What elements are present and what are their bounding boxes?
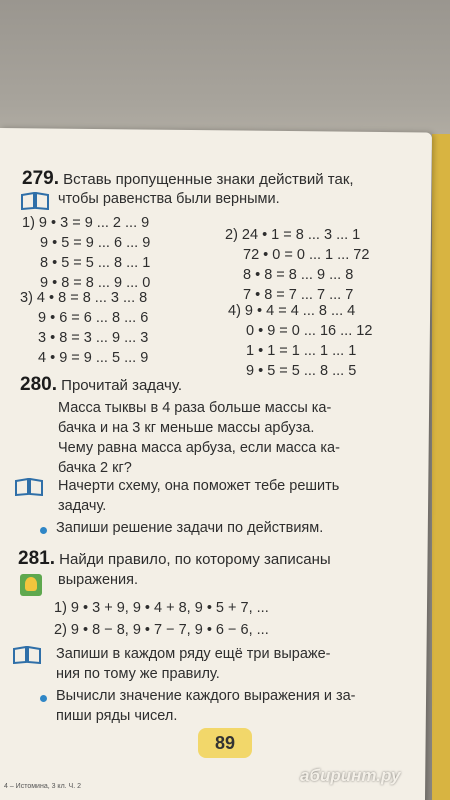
bullet-icon (40, 527, 47, 534)
task-280-number: 280. (20, 374, 57, 395)
task-280-body-1: Масса тыквы в 4 раза больше массы ка- (58, 400, 332, 416)
task-279-expr-1-1: 1) 9 • 3 = 9 ... 2 ... 9 (22, 215, 150, 231)
task-279-number: 279. (22, 168, 59, 189)
task-281-bullet-2: пиши ряды чисел. (56, 708, 178, 724)
task-279-expr-4-4: 9 • 5 = 5 ... 8 ... 5 (246, 363, 357, 379)
task-279-expr-2-2: 72 • 0 = 0 ... 1 ... 72 (243, 247, 370, 263)
book-icon (12, 646, 42, 664)
task-281-header (18, 548, 331, 570)
task-280-head: Прочитай задачу. (61, 377, 183, 394)
task-279-expr-3-3: 3 • 8 = 3 ... 9 ... 3 (38, 330, 149, 346)
task-279-expr-4-1: 4) 9 • 4 = 4 ... 8 ... 4 (228, 303, 356, 319)
task-279-expr-3-1: 3) 4 • 8 = 8 ... 3 ... 8 (20, 290, 148, 306)
task-281-bullet-1: Вычисли значение каждого выражения и за- (56, 688, 356, 704)
task-280-body-2: бачка и на 3 кг меньше массы арбуза. (58, 420, 315, 436)
task-281-head-2: выражения. (58, 572, 139, 588)
task-280-body-4: бачка 2 кг? (58, 460, 132, 476)
task-279-expr-1-3: 8 • 5 = 5 ... 8 ... 1 (40, 255, 151, 271)
watermark: абиринт.ру (300, 766, 401, 785)
bullet-icon (40, 695, 47, 702)
task-279-expr-2-3: 8 • 8 = 8 ... 9 ... 8 (243, 267, 354, 283)
task-279-expr-3-2: 9 • 6 = 6 ... 8 ... 6 (38, 310, 149, 326)
task-281-hint-1: Запиши в каждом ряду ещё три выраже- (56, 646, 331, 662)
task-279-expr-1-2: 9 • 5 = 9 ... 6 ... 9 (40, 235, 151, 251)
task-280-header (20, 374, 182, 396)
task-279-text-1: Вставь пропущенные знаки действий так, (63, 171, 354, 188)
task-281-hint-2: ния по тому же правилу. (56, 666, 220, 682)
book-icon (14, 478, 44, 496)
task-279-header (22, 168, 354, 190)
task-281-head-1: Найди правило, по которому записаны (59, 551, 331, 568)
task-279-expr-3-4: 4 • 9 = 9 ... 5 ... 9 (38, 350, 149, 366)
picture-icon (20, 574, 42, 596)
task-279-expr-2-4: 7 • 8 = 7 ... 7 ... 7 (243, 287, 354, 303)
task-280-hint-2: задачу. (58, 498, 107, 514)
task-280-body-3: Чему равна масса арбуза, если масса ка- (58, 440, 340, 456)
task-280-hint-1: Начерти схему, она поможет тебе решить (58, 478, 340, 494)
task-280-bullet: Запиши решение задачи по действиям. (56, 520, 324, 536)
task-279-expr-1-4: 9 • 8 = 8 ... 9 ... 0 (40, 275, 151, 291)
task-281-expr-1: 1) 9 • 3 + 9, 9 • 4 + 8, 9 • 5 + 7, ... (54, 600, 269, 616)
task-279-text-2: чтобы равенства были верными. (58, 191, 280, 207)
footer-credit: 4 – Истомина, 3 кл. Ч. 2 (4, 783, 81, 790)
task-279-expr-4-3: 1 • 1 = 1 ... 1 ... 1 (246, 343, 357, 359)
task-279-expr-4-2: 0 • 9 = 0 ... 16 ... 12 (246, 323, 373, 339)
task-281-expr-2: 2) 9 • 8 − 8, 9 • 7 − 7, 9 • 6 − 6, ... (54, 622, 269, 638)
book-icon (20, 192, 50, 210)
page-number: 89 (198, 728, 252, 758)
task-279-expr-2-1: 2) 24 • 1 = 8 ... 3 ... 1 (225, 227, 361, 243)
task-281-number: 281. (18, 548, 55, 569)
